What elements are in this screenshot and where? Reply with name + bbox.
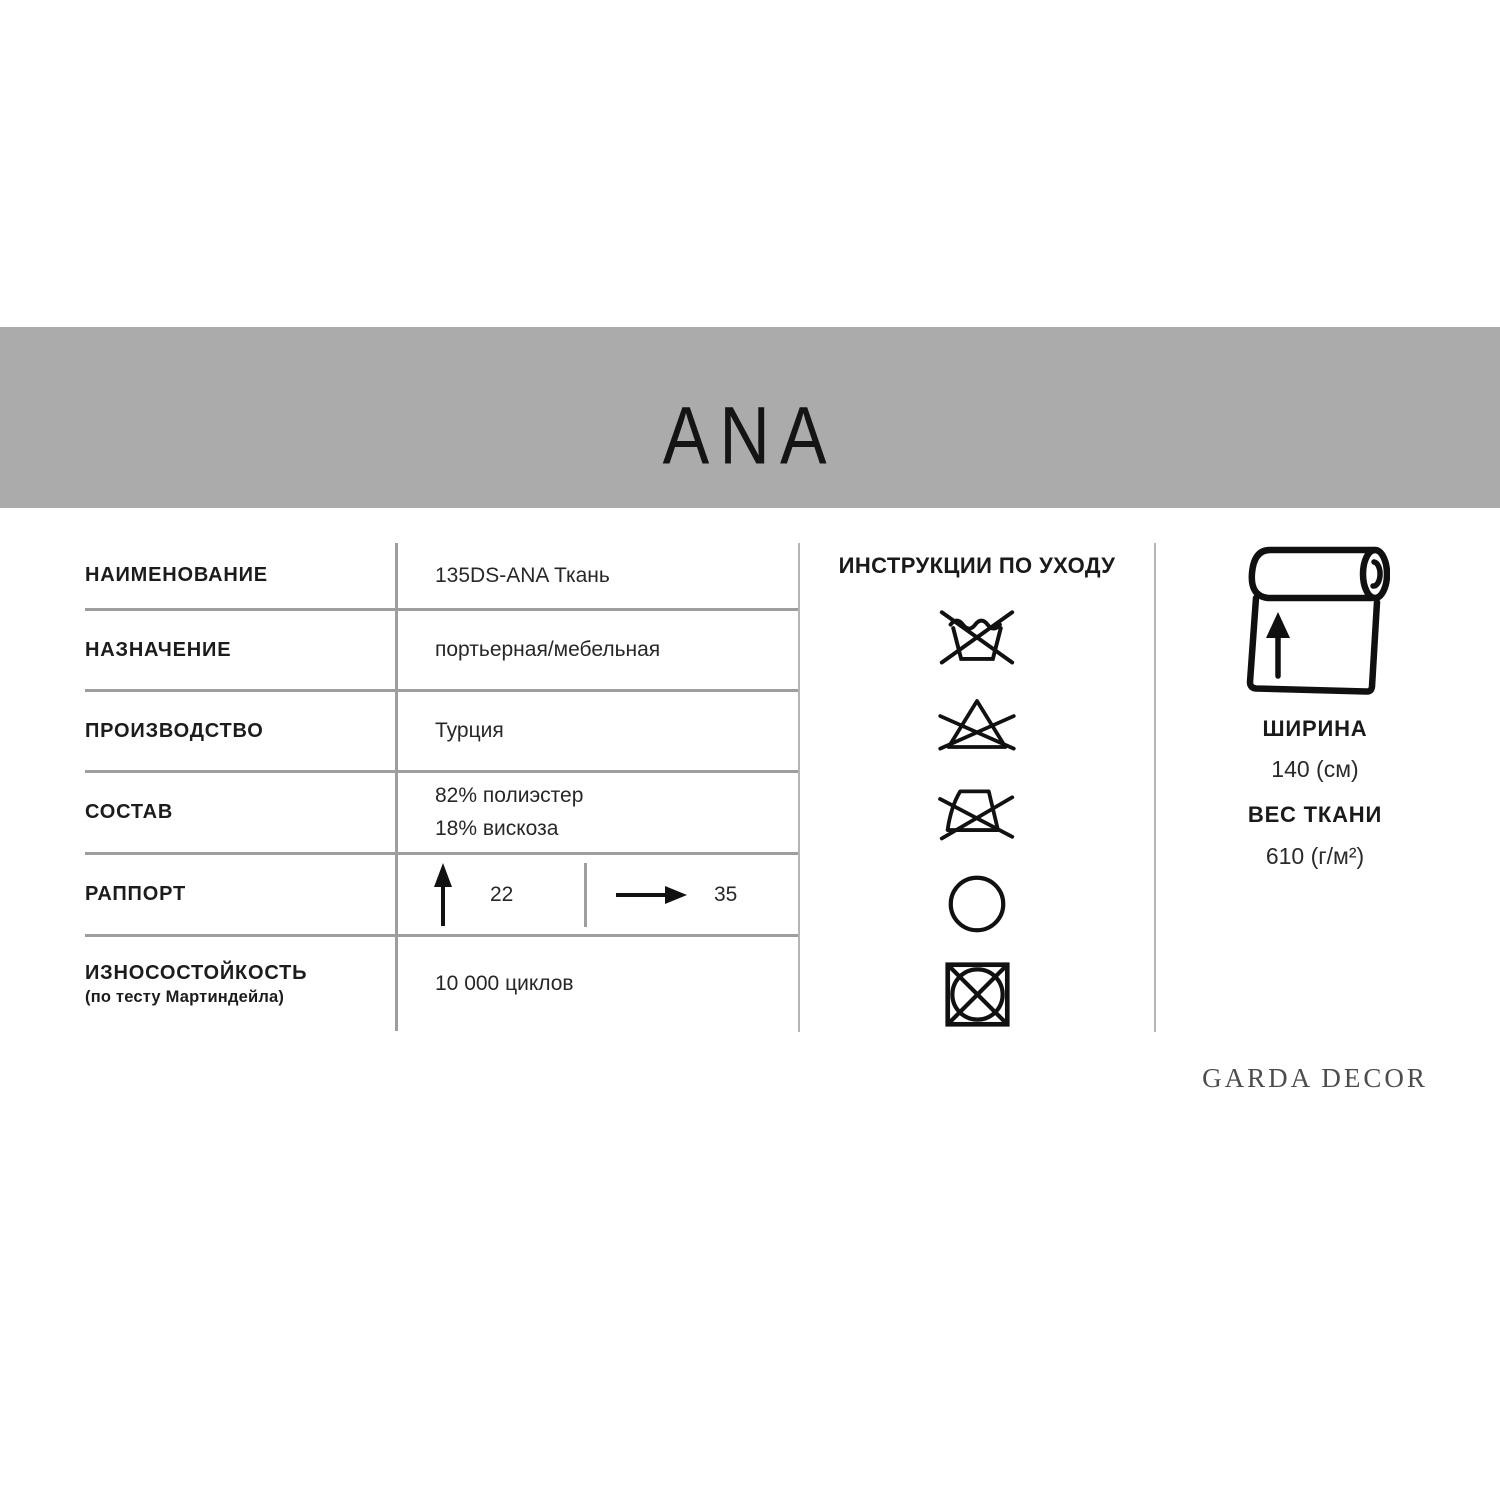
table-row-durability [85,937,799,1031]
fabric-roll-icon [1240,546,1390,696]
row-value [398,692,799,770]
table-row-purpose [85,611,799,692]
row-value [398,543,799,608]
table-row-name [85,543,799,611]
brand-logo: GARDA DECOR [1202,1063,1428,1093]
arrow-up-icon [432,863,454,927]
row-label [85,855,398,934]
row-value [398,937,799,1031]
row-value [398,855,799,934]
row-label-text: СОСТАВ [85,801,174,823]
rapport-horizontal-value: 35 [714,882,738,906]
row-value [398,773,799,852]
row-label [85,937,398,1031]
width-value: 140 (см) [1271,756,1359,782]
table-row-rapport [85,855,799,937]
weight-label: ВЕС ТКАНИ [1247,802,1383,827]
arrow-right-icon [615,884,687,906]
row-value-text: Турция [435,719,504,742]
row-label [85,773,398,852]
composition-line-1: 82% полиэстер [435,783,584,807]
composition-line-2: 18% вискоза [435,816,559,840]
fabric-details-panel [1165,540,1465,870]
composition-lines [435,780,583,845]
row-label [85,611,398,689]
title-banner [0,327,1500,508]
weight-value: 610 (г/м²) [1265,843,1365,869]
row-label-text: НАЗНАЧЕНИЕ [85,638,232,661]
do-not-bleach-icon [935,696,1019,752]
row-label-text: РАППОРТ [85,883,186,905]
spec-table [85,543,799,1031]
table-row-production [85,692,799,773]
width-label: ШИРИНА [1262,716,1368,741]
row-label-text: НАИМЕНОВАНИЕ [85,564,268,586]
row-label [85,692,398,770]
rapport-vertical-value: 22 [490,882,514,906]
table-row-composition [85,773,799,855]
row-value-text: портьерная/мебельная [435,638,661,661]
row-value-text: 10 000 циклов [435,972,574,995]
rapport-horizontal-cell [587,883,799,907]
fabric-title: ANA [662,389,838,482]
care-instructions-panel [798,543,1156,1032]
row-label-text: ИЗНОСОСТОЙКОСТЬ [85,961,308,984]
do-not-tumble-dry-icon [944,961,1011,1028]
dry-clean-circle-icon [947,874,1007,934]
care-heading: ИНСТРУКЦИИ ПО УХОДУ [838,553,1116,578]
row-label-text: ПРОИЗВОДСТВО [85,719,264,742]
row-value-text: 135DS-ANA Ткань [435,563,610,587]
row-sublabel-text: (по тесту Мартиндейла) [85,987,285,1006]
rapport-vertical-cell [398,863,587,927]
row-value [398,611,799,689]
row-label [85,543,398,608]
do-not-iron-icon [935,782,1019,842]
do-not-wash-icon [933,606,1021,667]
